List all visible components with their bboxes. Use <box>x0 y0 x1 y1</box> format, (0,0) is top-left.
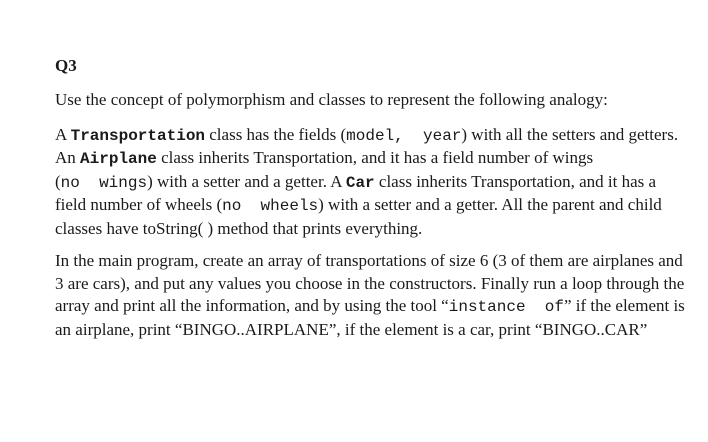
code-fields: model, year <box>346 126 462 145</box>
text-segment: ) with a setter and a getter. A <box>147 171 346 191</box>
document-body <box>55 56 685 341</box>
text-segment: A <box>55 124 71 144</box>
text-segment: ) with a setter and a getter. All the parent and child classes have toString( ) method that prints everything. <box>55 195 662 238</box>
text-segment: class inherits Transportation, and it has a field number of wings ( <box>55 148 594 191</box>
code-no-wings: no wings <box>60 173 148 192</box>
text-segment: ) with all the setters and getters. An <box>55 124 679 167</box>
paragraph-class-description <box>55 124 685 241</box>
code-instance-of: instance of <box>448 298 564 316</box>
text-segment: class inherits Transportation, and it has a field number of wheels ( <box>55 171 657 214</box>
text-segment: class has the fields ( <box>205 124 347 144</box>
text-segment: ” if the element is an airplane, print “BINGO..AIRPLANE”, if the element is a car, print “BINGO..CAR” <box>55 296 685 339</box>
text-segment: In the main program, create an array of transportations of size 6 (3 of them are airplanes and 3 are cars), and put any values you choose in the constructors. Finally run a loop through the array and print all the information, and by using the tool “ <box>55 251 685 315</box>
paragraph-main-program <box>55 250 685 341</box>
code-car: Car <box>345 173 375 192</box>
code-no-wheels: no wheels <box>222 197 319 215</box>
question-number: Q3 <box>55 56 77 75</box>
code-airplane: Airplane <box>80 150 157 168</box>
question-intro: Use the concept of polymorphism and classes to represent the following analogy: <box>55 90 608 109</box>
code-transportation: Transportation <box>70 126 206 145</box>
